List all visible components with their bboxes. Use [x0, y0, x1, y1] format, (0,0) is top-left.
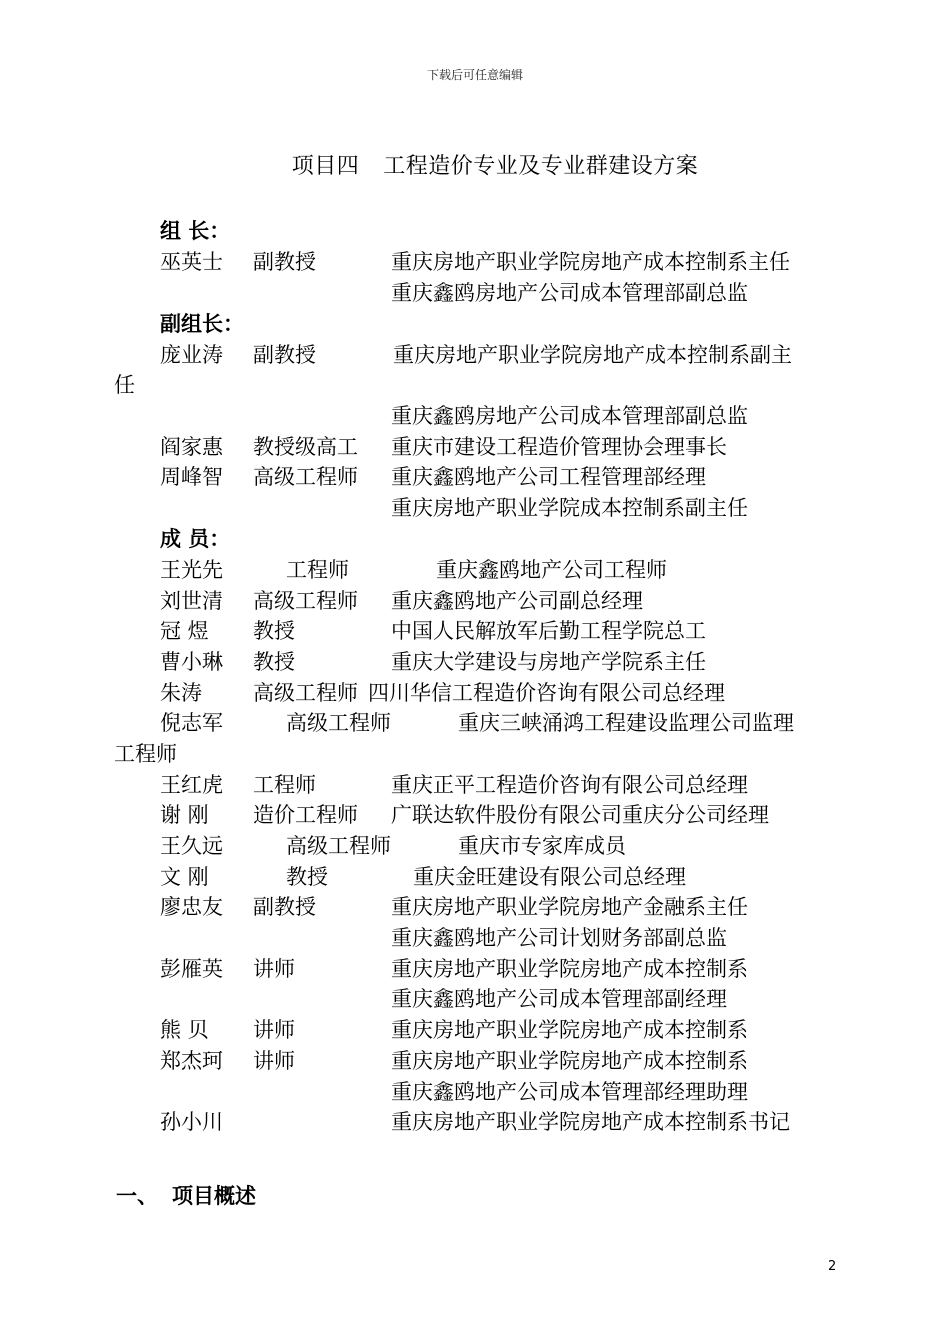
- document-title: [0, 149, 950, 180]
- section-title: 项目概述: [172, 1184, 256, 1208]
- title-part1: 项目四: [291, 154, 360, 179]
- title-part2: 工程造价专业及专业群建设方案: [383, 154, 699, 179]
- section-number: 一、: [116, 1184, 158, 1208]
- page-header: 下载后可任意编辑: [426, 68, 523, 82]
- page-number: 2: [828, 1259, 837, 1274]
